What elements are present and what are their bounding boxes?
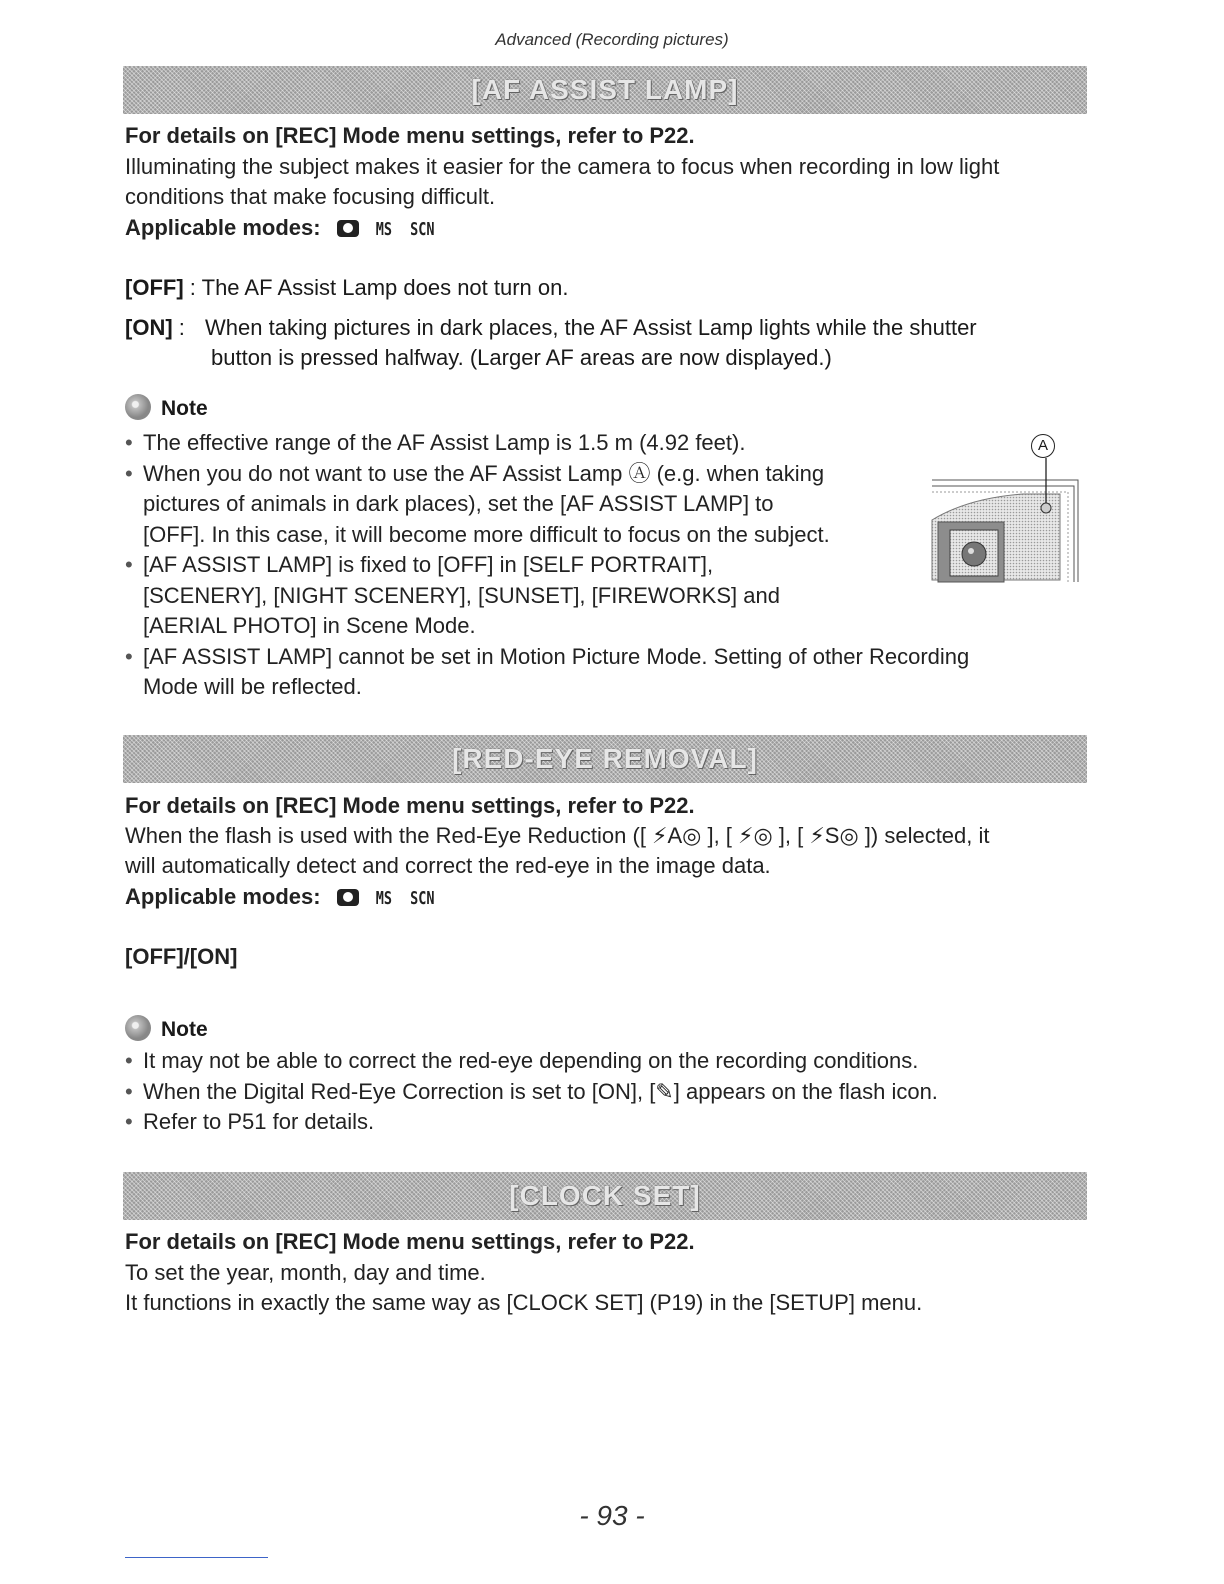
note-line: [AF ASSIST LAMP] cannot be set in Motion Picture Mode. Setting of other Recording [143,643,970,669]
mode-scn: SCN [410,219,435,240]
note-line: When the Digital Red-Eye Correction is set to [ON], [✎] appears on the flash icon. [143,1078,938,1104]
applicable-modes-label: Applicable modes: [125,215,321,240]
section-title-red-eye-removal: [RED-EYE REMOVAL] [123,735,1087,783]
list-item [125,1046,1085,1077]
note-line: Mode will be reflected. [143,674,362,699]
note-icon [125,1015,151,1041]
mode-scn: SCN [410,888,435,909]
note-label: Note [161,397,208,420]
camera-icon [337,889,359,906]
menu-reference: For details on [REC] Mode menu settings, refer to P22. [125,793,695,818]
list-item [125,1077,1085,1108]
list-item [125,642,970,703]
page-number: - 93 - [579,1500,645,1531]
note-line: It may not be able to correct the red-eye depending on the recording conditions. [143,1048,919,1073]
option-values: [OFF]/[ON] [125,944,238,969]
option-off [125,273,569,303]
option-on [125,313,977,343]
list-item [125,459,925,551]
option-separator: : [178,315,185,340]
description-line: It functions in exactly the same way as [CLOCK SET] (P19) in the [SETUP] menu. [125,1290,923,1315]
list-item [125,428,925,459]
note-line: pictures of animals in dark places), set the [AF ASSIST LAMP] to [143,491,774,516]
note-line: [SCENERY], [NIGHT SCENERY], [SUNSET], [FIREWORKS] and [143,582,780,608]
option-text: When taking pictures in dark places, the AF Assist Lamp lights while the shutter [205,315,977,340]
applicable-modes-label: Applicable modes: [125,884,321,909]
applicable-modes [125,882,451,914]
mode-ms: MS [375,888,392,909]
applicable-modes [125,213,451,245]
description-line: will automatically detect and correct the red-eye in the image data. [125,853,771,878]
note-line: [AF ASSIST LAMP] is fixed to [OFF] in [SELF PORTRAIT], [143,552,714,577]
option-text: The AF Assist Lamp does not turn on. [201,275,569,300]
figure-callout-a: A [1031,434,1055,458]
list-item [125,550,925,642]
list-item [125,1107,1085,1138]
note-list [125,428,970,703]
note-label: Note [161,1018,208,1041]
note-heading [125,394,208,421]
description-line: To set the year, month, day and time. [125,1260,486,1285]
camera-af-lamp-illustration [928,430,1084,590]
option-separator: : [189,275,196,300]
note-line: When you do not want to use the AF Assist Lamp Ⓐ (e.g. when taking [143,460,825,486]
section-title-clock-set: [CLOCK SET] [123,1172,1087,1220]
note-line: [OFF]. In this case, it will become more difficult to focus on the subject. [143,521,830,547]
running-head: Advanced (Recording pictures) [495,30,729,49]
option-key: [ON] [125,315,173,340]
description-line: Illuminating the subject makes it easier for the camera to focus when recording in low light [125,154,1000,179]
section-title-af-assist-lamp: [AF ASSIST LAMP] [123,66,1087,114]
note-line: [AERIAL PHOTO] in Scene Mode. [143,613,476,638]
note-list [125,1046,1085,1138]
menu-reference: For details on [REC] Mode menu settings, refer to P22. [125,123,695,148]
camera-icon [337,220,359,237]
note-line: Refer to P51 for details. [143,1109,375,1134]
footer-rule [125,1557,268,1558]
note-heading [125,1015,208,1042]
note-icon [125,394,151,420]
note-line: The effective range of the AF Assist Lamp is 1.5 m (4.92 feet). [143,430,746,455]
mode-ms: MS [375,219,392,240]
description-line: When the flash is used with the Red-Eye Reduction ([ ⚡A◎ ], [ ⚡◎ ], [ ⚡S◎ ]) selected, it [125,823,990,848]
description-line: conditions that make focusing difficult. [125,184,496,209]
option-text-continued: button is pressed halfway. (Larger AF areas are now displayed.) [211,345,832,370]
option-key: [OFF] [125,275,184,300]
menu-reference: For details on [REC] Mode menu settings, refer to P22. [125,1229,695,1254]
